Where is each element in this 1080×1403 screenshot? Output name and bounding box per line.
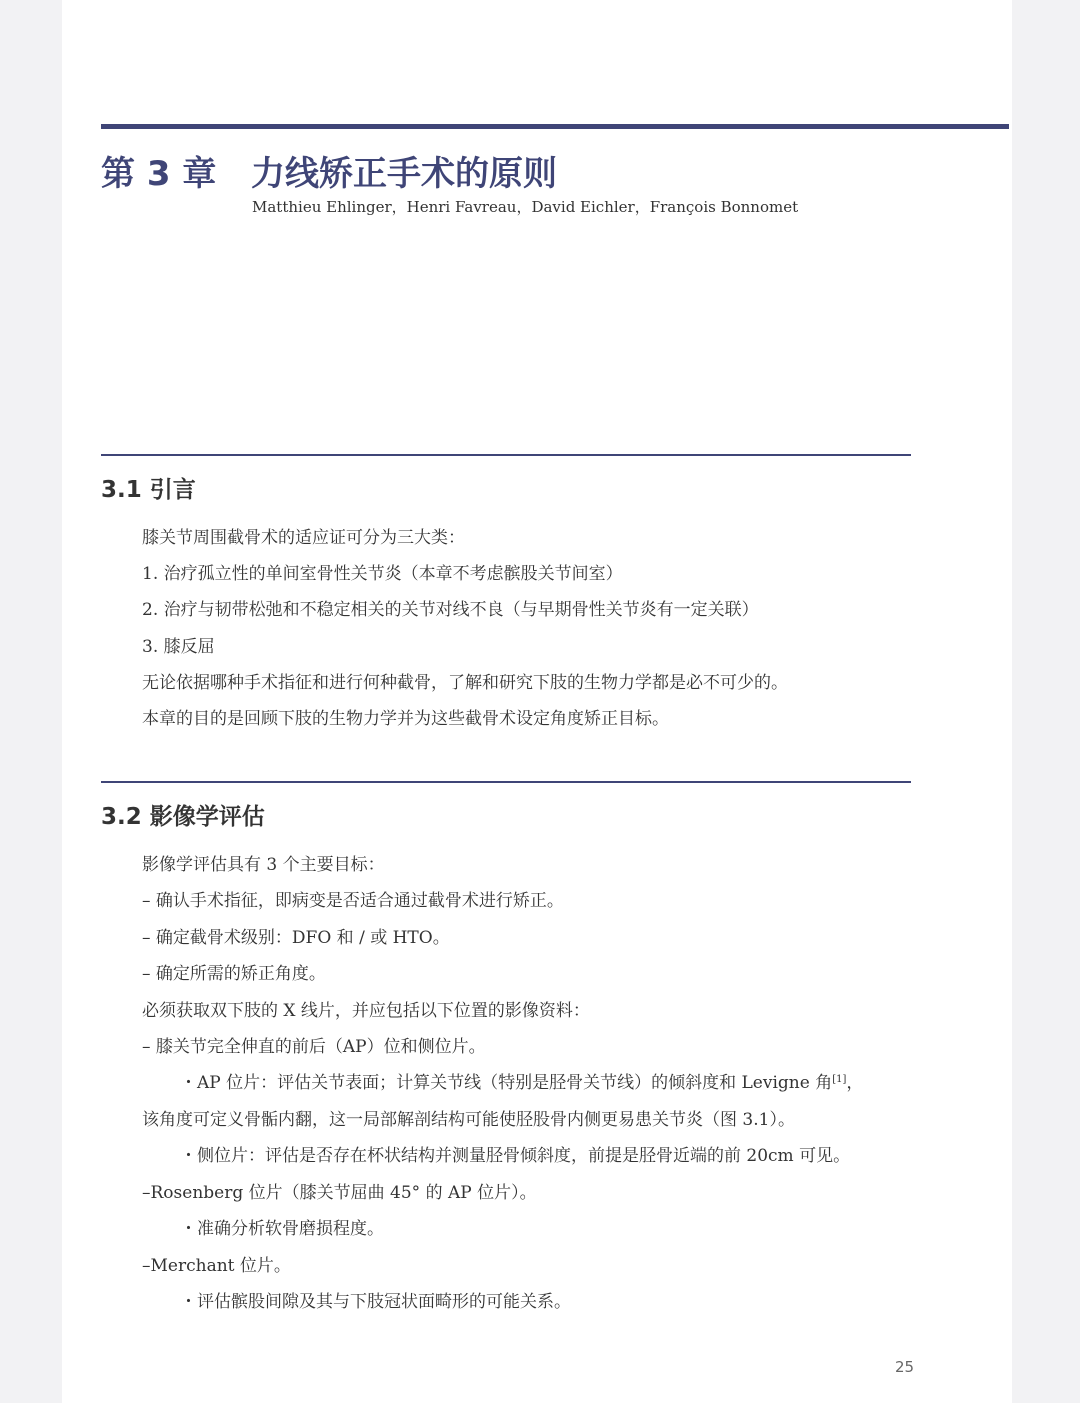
- list-item-merchant: –Merchant 位片。: [142, 1256, 291, 1276]
- paragraph-line: 必须获取双下肢的 X 线片，并应包括以下位置的影像资料：: [142, 1001, 590, 1021]
- section-heading-imaging: 3.2 影像学评估: [101, 804, 265, 830]
- bullet-item-lateral: ・侧位片：评估是否存在杯状结构并测量胫骨倾斜度，前提是胫骨近端的前 20cm 可见。: [180, 1146, 851, 1166]
- chapter-number: 第 3 章: [101, 154, 217, 194]
- section-heading-intro: 3.1 引言: [101, 477, 196, 503]
- chapter-title-text: 力线矫正手术的原则: [251, 154, 557, 194]
- paragraph-line: 无论依据哪种手术指征和进行何种截骨，了解和研究下肢的生物力学都是必不可少的。: [142, 673, 788, 693]
- bullet-ap-text: ・AP 位片：评估关节表面；计算关节线（特别是胫骨关节线）的倾斜度和 Levigne 角: [180, 1073, 833, 1093]
- chapter-title: [101, 146, 557, 195]
- bullet-item-cartilage: ・准确分析软骨磨损程度。: [180, 1219, 384, 1239]
- bullet-ap-punct: ，: [846, 1073, 864, 1093]
- paragraph-line: 膝关节周围截骨术的适应证可分为三大类：: [142, 528, 465, 548]
- list-item: 1. 治疗孤立性的单间室骨性关节炎（本章不考虑髌股关节间室）: [142, 564, 623, 584]
- citation-ref: [1]: [832, 1074, 847, 1085]
- page-number: 25: [895, 1358, 915, 1376]
- bullet-item-patellofemoral: ・评估髌股间隙及其与下肢冠状面畸形的可能关系。: [180, 1292, 571, 1312]
- list-item: – 膝关节完全伸直的前后（AP）位和侧位片。: [142, 1037, 486, 1057]
- list-item-rosenberg: –Rosenberg 位片（膝关节屈曲 45° 的 AP 位片）。: [142, 1183, 537, 1203]
- section-rule-1: [101, 454, 911, 456]
- list-item: 3. 膝反屈: [142, 637, 215, 657]
- chapter-top-rule: [101, 124, 1009, 129]
- list-item: – 确认手术指征，即病变是否适合通过截骨术进行矫正。: [142, 891, 564, 911]
- list-item: – 确定所需的矫正角度。: [142, 964, 326, 984]
- list-item: 2. 治疗与韧带松弛和不稳定相关的关节对线不良（与早期骨性关节炎有一定关联）: [142, 600, 759, 620]
- chapter-authors: Matthieu Ehlinger，Henri Favreau，David Eichler，François Bonnomet: [252, 198, 799, 216]
- paragraph-continuation: 该角度可定义骨骺内翻，这一局部解剖结构可能使胫股骨内侧更易患关节炎（图 3.1）。: [142, 1110, 795, 1130]
- paragraph-line: 影像学评估具有 3 个主要目标：: [142, 855, 385, 875]
- section-rule-2: [101, 781, 911, 783]
- list-item: – 确定截骨术级别：DFO 和 / 或 HTO。: [142, 928, 450, 948]
- bullet-item-ap: [180, 1072, 863, 1094]
- paragraph-line: 本章的目的是回顾下肢的生物力学并为这些截骨术设定角度矫正目标。: [142, 709, 669, 729]
